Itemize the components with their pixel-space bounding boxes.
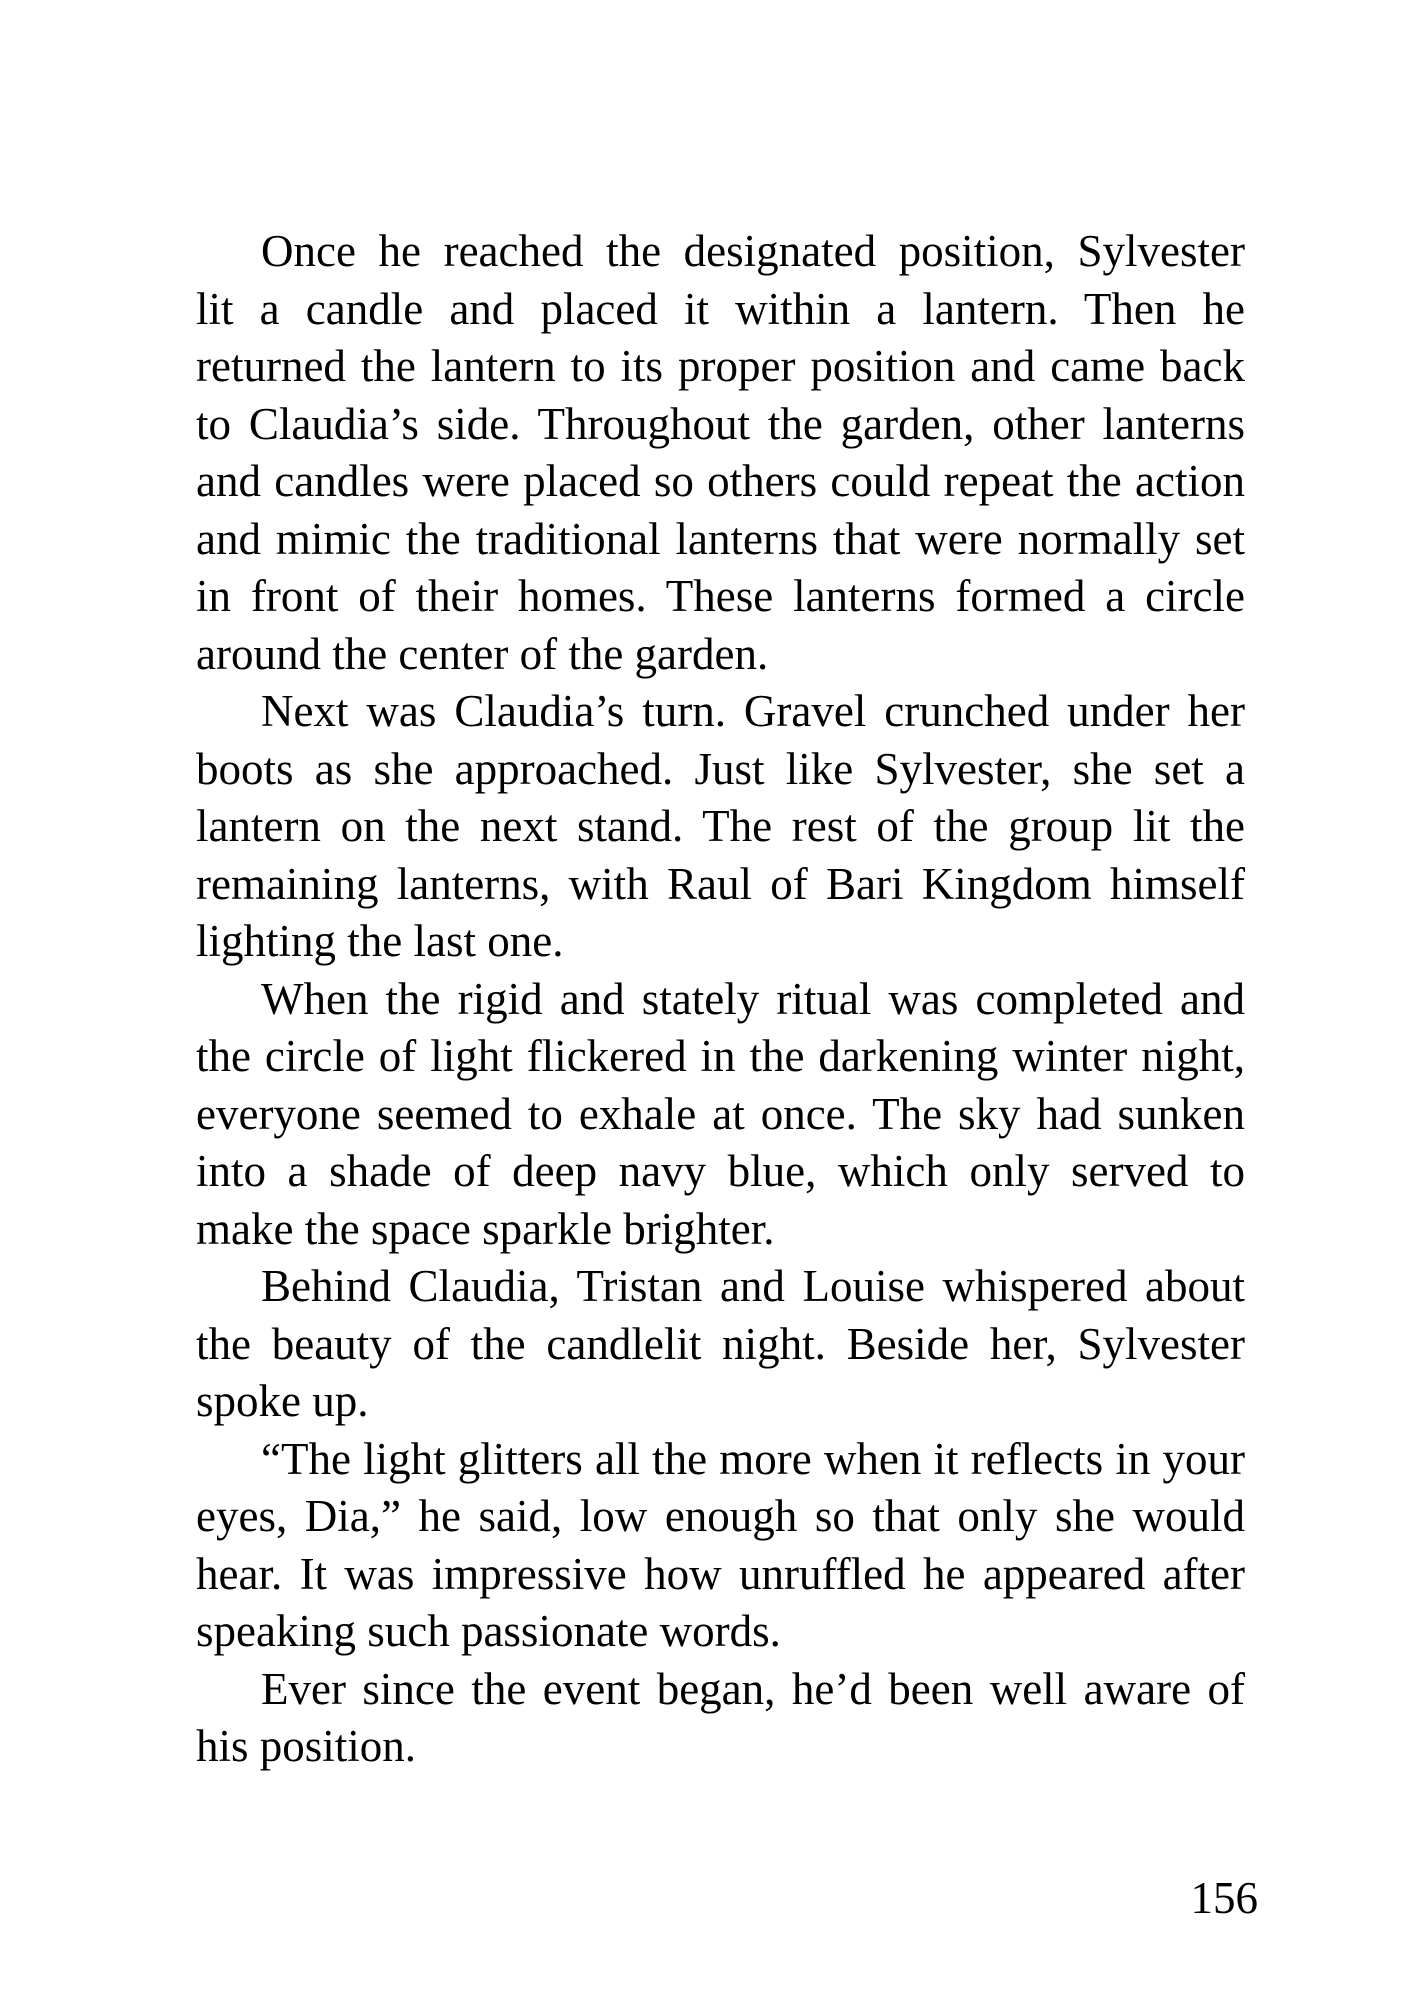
text-line: to Claudia’s side. Throughout the garden, other lanterns (196, 398, 1245, 449)
text-line: in front of their homes. These lanterns formed a circle (196, 571, 1245, 621)
text-line: speaking such passionate words. (196, 1606, 781, 1656)
paragraph (196, 971, 1245, 1259)
body-text (196, 223, 1245, 1776)
text-line: spoke up. (196, 1376, 369, 1426)
text-line: and candles were placed so others could repeat the action (196, 456, 1245, 506)
text-line: returned the lantern to its proper position and came back (196, 341, 1245, 391)
text-line: the circle of light flickered in the darkening winter night, (196, 1031, 1245, 1081)
paragraph (196, 683, 1245, 971)
text-line: hear. It was impressive how unruffled he appeared after (196, 1548, 1245, 1599)
text-line: lantern on the next stand. The rest of the group lit the (196, 801, 1245, 851)
page-number: 156 (1190, 1873, 1258, 1923)
text-line: around the center of the garden. (196, 628, 769, 679)
text-line: “The light glitters all the more when it reflects in your (261, 1433, 1245, 1484)
paragraph (196, 1661, 1245, 1776)
text-line: make the space sparkle brighter. (196, 1203, 775, 1254)
text-line: lighting the last one. (196, 916, 564, 966)
text-line: Once he reached the designated position, Sylvester (261, 226, 1245, 276)
text-line: remaining lanterns, with Raul of Bari Kingdom himself (196, 858, 1245, 909)
text-line: into a shade of deep navy blue, which only served to (196, 1146, 1245, 1196)
text-line: the beauty of the candlelit night. Beside her, Sylvester (196, 1318, 1245, 1369)
text-line: and mimic the traditional lanterns that were normally set (196, 513, 1245, 564)
text-line: Ever since the event began, he’d been well aware of (261, 1663, 1245, 1714)
paragraph (196, 223, 1245, 683)
text-line: his position. (196, 1721, 417, 1771)
text-line: lit a candle and placed it within a lantern. Then he (196, 283, 1245, 334)
text-line: eyes, Dia,” he said, low enough so that only she would (196, 1491, 1245, 1541)
text-line: Behind Claudia, Tristan and Louise whispered about (261, 1261, 1245, 1311)
text-line: When the rigid and stately ritual was completed and (261, 973, 1245, 1024)
paragraph (196, 1258, 1245, 1431)
text-line: everyone seemed to exhale at once. The sky had sunken (196, 1088, 1245, 1139)
paragraph (196, 1431, 1245, 1661)
text-line: Next was Claudia’s turn. Gravel crunched under her (261, 686, 1245, 736)
text-line: boots as she approached. Just like Sylvester, she set a (196, 743, 1245, 794)
